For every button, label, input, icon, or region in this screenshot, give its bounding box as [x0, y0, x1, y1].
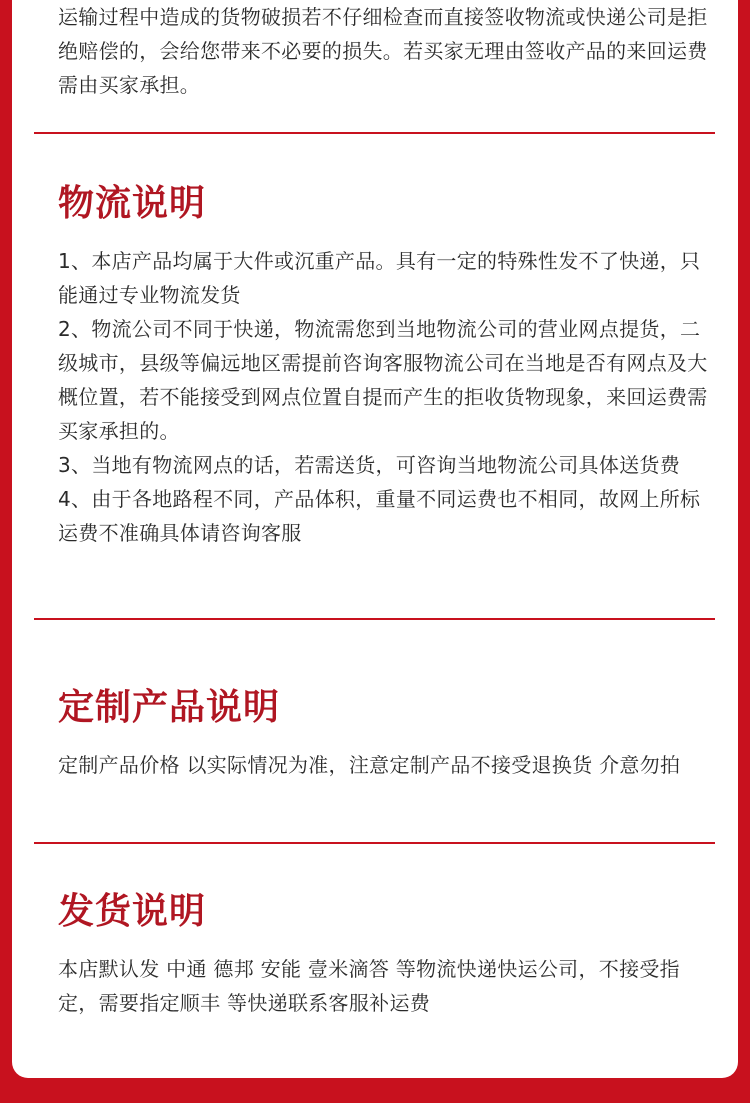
- intro-text: 运输过程中造成的货物破损若不仔细检查而直接签收物流或快递公司是拒绝赔偿的，会给您带来不必要的损失。若买家无理由签收产品的来回运费需由买家承担。: [58, 5, 708, 97]
- logistics-title: 物流说明: [58, 183, 207, 224]
- logistics-item-2: 2、物流公司不同于快递，物流需您到当地物流公司的营业网点提货，二级城市，县级等偏远地区需提前咨询客服物流公司在当地是否有网点及大概位置，若不能接受到网点位置自提而产生的拒收货物现象，来回运费需买家承担的。: [58, 317, 708, 443]
- shipping-text: 本店默认发 中通 德邦 安能 壹米滴答 等物流快递快运公司，不接受指定，需要指定顺丰 等快递联系客服补运费: [58, 957, 680, 1015]
- logistics-list: [58, 244, 708, 550]
- custom-title: 定制产品说明: [58, 687, 281, 728]
- section-divider: [34, 132, 715, 134]
- logistics-item-4: 4、由于各地路程不同，产品体积，重量不同运费也不相同，故网上所标运费不准确具体请咨询客服: [58, 487, 701, 545]
- shipping-title: 发货说明: [58, 891, 207, 932]
- section-divider: [34, 618, 715, 620]
- intro-section: [58, 0, 708, 102]
- section-divider: [34, 842, 715, 844]
- logistics-item-3: 3、当地有物流网点的话，若需送货，可咨询当地物流公司具体送货费: [58, 453, 681, 477]
- custom-text: 定制产品价格 以实际情况为准，注意定制产品不接受退换货 介意勿拍: [58, 753, 681, 777]
- content-card: [12, 0, 738, 1078]
- logistics-item-1: 1、本店产品均属于大件或沉重产品。具有一定的特殊性发不了快递，只能通过专业物流发货: [58, 249, 701, 307]
- custom-section: [58, 684, 708, 782]
- logistics-section: [58, 180, 708, 550]
- shipping-section: [58, 888, 708, 1020]
